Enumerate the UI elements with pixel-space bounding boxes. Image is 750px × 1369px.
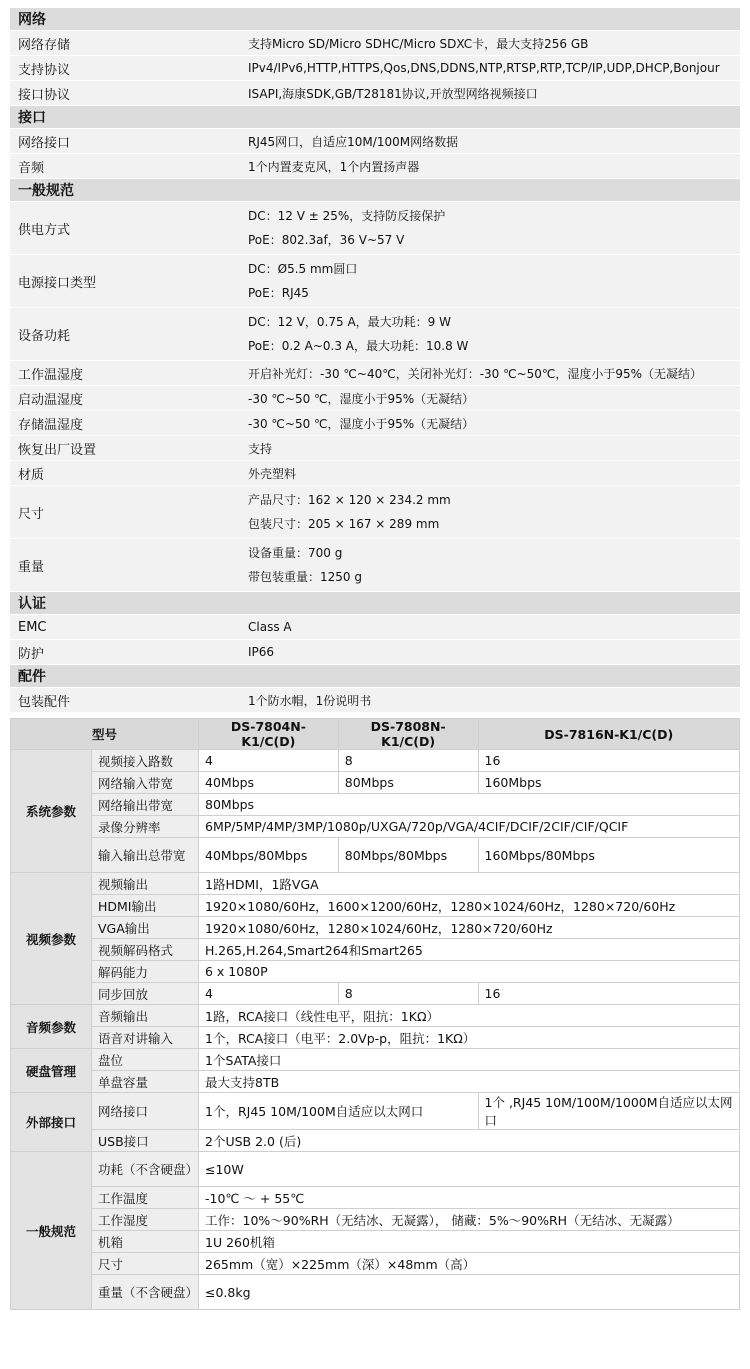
- param-label: 录像分辨率: [92, 816, 199, 838]
- spec-value-line: 带包装重量：1250 g: [248, 570, 362, 584]
- spec-label: 电源接口类型: [18, 275, 97, 291]
- table-row: [11, 772, 740, 794]
- table-row: [11, 750, 740, 772]
- param-label: 工作温度: [92, 1187, 199, 1209]
- table-row: [11, 961, 740, 983]
- param-value: 1个SATA接口: [199, 1049, 740, 1071]
- param-label: USB接口: [92, 1130, 199, 1152]
- spec-label: 支持协议: [18, 62, 71, 78]
- section-header: 网络: [10, 8, 740, 31]
- table-row: [11, 1093, 740, 1130]
- spec-row: [10, 81, 740, 106]
- spec-row: [10, 411, 740, 436]
- table-row: [11, 1071, 740, 1093]
- section-header: 一般规范: [10, 179, 740, 202]
- param-value: 1个，RCA接口（电平：2.0Vp-p，阻抗：1KΩ）: [199, 1027, 740, 1049]
- param-value: 80Mbps: [199, 794, 740, 816]
- spec-value: ISAPI,海康SDK,GB/T28181协议,开放型网络视频接口: [248, 86, 538, 101]
- table-row: [11, 917, 740, 939]
- spec-value: IPv4/IPv6,HTTP,HTTPS,Qos,DNS,DDNS,NTP,RTSP,RTP,TCP/IP,UDP,DHCP,Bonjour: [248, 61, 720, 75]
- spec-value-line: 产品尺寸：162 × 120 × 234.2 mm: [248, 493, 451, 507]
- spec-row: [10, 436, 740, 461]
- spec-row: [10, 461, 740, 486]
- param-value: 16: [478, 983, 739, 1005]
- table-row: [11, 1152, 740, 1187]
- param-value: 4: [199, 750, 339, 772]
- spec-label: 防护: [18, 646, 45, 662]
- param-label: 网络接口: [92, 1093, 199, 1130]
- spec-row: [10, 154, 740, 179]
- param-label: 网络输出带宽: [92, 794, 199, 816]
- section-header: 配件: [10, 665, 740, 688]
- param-value: 1个 ,RJ45 10M/100M/1000M自适应以太网口: [478, 1093, 739, 1130]
- param-label: 功耗（不含硬盘）: [92, 1152, 199, 1187]
- spec-value: 外壳塑料: [248, 466, 297, 481]
- spec-label: 恢复出厂设置: [18, 442, 97, 458]
- table-row: [11, 983, 740, 1005]
- param-value: 40Mbps: [199, 772, 339, 794]
- table-row: [11, 1253, 740, 1275]
- param-value: 6 x 1080P: [199, 961, 740, 983]
- param-label: 输入输出总带宽: [92, 838, 199, 873]
- spec-label: 网络接口: [18, 135, 71, 151]
- spec-row: [10, 31, 740, 56]
- table-header-row: [11, 719, 740, 750]
- spec-label: 重量: [18, 559, 45, 575]
- group-label: 一般规范: [11, 1152, 92, 1310]
- table-row: [11, 1209, 740, 1231]
- param-value: ≤0.8kg: [199, 1275, 740, 1310]
- param-label: HDMI输出: [92, 895, 199, 917]
- spec-label: 启动温湿度: [18, 392, 84, 408]
- param-value: 80Mbps: [338, 772, 478, 794]
- spec-label: 接口协议: [18, 87, 71, 103]
- param-label: 解码能力: [92, 961, 199, 983]
- param-label: VGA输出: [92, 917, 199, 939]
- param-value: 1920×1080/60Hz，1600×1200/60Hz，1280×1024/60Hz，1280×720/60Hz: [199, 895, 740, 917]
- table-row: [11, 939, 740, 961]
- param-value: 8: [338, 983, 478, 1005]
- spec-label: 音频: [18, 160, 45, 176]
- param-value: 80Mbps/80Mbps: [338, 838, 478, 873]
- model-header: 型号: [11, 719, 199, 750]
- group-label: 外部接口: [11, 1093, 92, 1152]
- table-row: [11, 1275, 740, 1310]
- spec-value: 支持: [248, 441, 273, 456]
- param-label: 重量（不含硬盘）: [92, 1275, 199, 1310]
- param-value: H.265,H.264,Smart264和Smart265: [199, 939, 740, 961]
- spec-value-line: DC：12 V，0.75 A，最大功耗：9 W: [248, 315, 451, 329]
- spec-value-line: PoE：RJ45: [248, 286, 309, 300]
- spec-label: 供电方式: [18, 222, 71, 238]
- spec-value: -30 ℃~50 ℃，湿度小于95%（无凝结）: [248, 416, 475, 431]
- param-label: 尺寸: [92, 1253, 199, 1275]
- param-value: 160Mbps: [478, 772, 739, 794]
- param-label: 单盘容量: [92, 1071, 199, 1093]
- param-value: 265mm（宽）×225mm（深）×48mm（高）: [199, 1253, 740, 1275]
- spec-value-line: DC：Ø5.5 mm圆口: [248, 262, 358, 276]
- spec-value-line: 设备重量：700 g: [248, 546, 343, 560]
- camera-spec-sheet: [10, 8, 740, 713]
- spec-value: -30 ℃~50 ℃，湿度小于95%（无凝结）: [248, 391, 475, 406]
- group-label: 硬盘管理: [11, 1049, 92, 1093]
- param-value: 160Mbps/80Mbps: [478, 838, 739, 873]
- spec-value-group: [238, 202, 740, 254]
- spec-value-line: PoE：0.2 A~0.3 A，最大功耗：10.8 W: [248, 339, 469, 353]
- spec-row: [10, 386, 740, 411]
- param-value: 工作：10%～90%RH（无结冰、无凝露）， 储藏：5%～90%RH（无结冰、无凝露）: [199, 1209, 740, 1231]
- table-row: [11, 1187, 740, 1209]
- param-value: 16: [478, 750, 739, 772]
- param-value: 1U 260机箱: [199, 1231, 740, 1253]
- section-header: 接口: [10, 106, 740, 129]
- table-row: [11, 838, 740, 873]
- spec-row: [10, 361, 740, 386]
- spec-label: 尺寸: [18, 506, 45, 522]
- param-label: 盘位: [92, 1049, 199, 1071]
- group-label: 系统参数: [11, 750, 92, 873]
- spec-row: [10, 308, 740, 361]
- param-label: 视频输出: [92, 873, 199, 895]
- spec-label: 工作温湿度: [18, 367, 84, 383]
- spec-value-line: DC：12 V ± 25%，支持防反接保护: [248, 209, 446, 223]
- param-value: 4: [199, 983, 339, 1005]
- spec-row: [10, 688, 740, 713]
- table-row: [11, 1049, 740, 1071]
- spec-label: 设备功耗: [18, 328, 71, 344]
- spec-row: [10, 486, 740, 539]
- spec-value-group: [238, 486, 740, 538]
- spec-row: [10, 255, 740, 308]
- model-name: DS-7816N-K1/C(D): [478, 719, 739, 750]
- spec-value: Class A: [248, 620, 292, 634]
- param-value: -10℃ ～ + 55℃: [199, 1187, 740, 1209]
- spec-value-group: [238, 255, 740, 307]
- spec-label: 存储温湿度: [18, 417, 84, 433]
- spec-value-line: 包装尺寸：205 × 167 × 289 mm: [248, 517, 440, 531]
- param-label: 工作湿度: [92, 1209, 199, 1231]
- spec-row: [10, 615, 740, 640]
- param-label: 视频解码格式: [92, 939, 199, 961]
- section-header: 认证: [10, 592, 740, 615]
- param-label: 同步回放: [92, 983, 199, 1005]
- param-label: 视频接入路数: [92, 750, 199, 772]
- spec-value: 1个内置麦克风，1个内置扬声器: [248, 159, 420, 174]
- param-value: 1路HDMI，1路VGA: [199, 873, 740, 895]
- group-label: 视频参数: [11, 873, 92, 1005]
- spec-value: 1个防水帽，1份说明书: [248, 693, 372, 708]
- spec-row: [10, 640, 740, 665]
- spec-label: EMC: [18, 619, 47, 635]
- spec-row: [10, 56, 740, 81]
- model-name: DS-7804N-K1/C(D): [199, 719, 339, 750]
- param-value: 1920×1080/60Hz，1280×1024/60Hz，1280×720/60Hz: [199, 917, 740, 939]
- param-value: 40Mbps/80Mbps: [199, 838, 339, 873]
- table-row: [11, 873, 740, 895]
- spec-label: 材质: [18, 467, 45, 483]
- table-row: [11, 1130, 740, 1152]
- param-label: 语音对讲输入: [92, 1027, 199, 1049]
- param-value: 6MP/5MP/4MP/3MP/1080p/UXGA/720p/VGA/4CIF/DCIF/2CIF/CIF/QCIF: [199, 816, 740, 838]
- param-value: 最大支持8TB: [199, 1071, 740, 1093]
- param-value: 2个USB 2.0 (后): [199, 1130, 740, 1152]
- table-row: [11, 1027, 740, 1049]
- nvr-spec-table: [10, 718, 740, 1310]
- spec-row: [10, 539, 740, 592]
- table-row: [11, 1005, 740, 1027]
- spec-value: 支持Micro SD/Micro SDHC/Micro SDXC卡，最大支持256 GB: [248, 36, 589, 51]
- spec-row: [10, 202, 740, 255]
- param-value: ≤10W: [199, 1152, 740, 1187]
- param-label: 音频输出: [92, 1005, 199, 1027]
- param-value: 1个，RJ45 10M/100M自适应以太网口: [199, 1093, 479, 1130]
- table-row: [11, 794, 740, 816]
- param-value: 1路，RCA接口（线性电平，阻抗：1KΩ）: [199, 1005, 740, 1027]
- table-row: [11, 816, 740, 838]
- table-row: [11, 1231, 740, 1253]
- model-name: DS-7808N-K1/C(D): [338, 719, 478, 750]
- spec-value: RJ45网口，自适应10M/100M网络数据: [248, 134, 459, 149]
- spec-label: 网络存储: [18, 37, 71, 53]
- param-label: 机箱: [92, 1231, 199, 1253]
- spec-value-group: [238, 308, 740, 360]
- param-label: 网络输入带宽: [92, 772, 199, 794]
- spec-value-group: [238, 539, 740, 591]
- spec-value: 开启补光灯：-30 ℃~40℃，关闭补光灯：-30 ℃~50℃，湿度小于95%（无凝结）: [248, 366, 703, 381]
- param-value: 8: [338, 750, 478, 772]
- spec-row: [10, 129, 740, 154]
- spec-label: 包装配件: [18, 694, 71, 710]
- spec-value-line: PoE：802.3af，36 V~57 V: [248, 233, 405, 247]
- group-label: 音频参数: [11, 1005, 92, 1049]
- table-row: [11, 895, 740, 917]
- spec-value: IP66: [248, 645, 275, 659]
